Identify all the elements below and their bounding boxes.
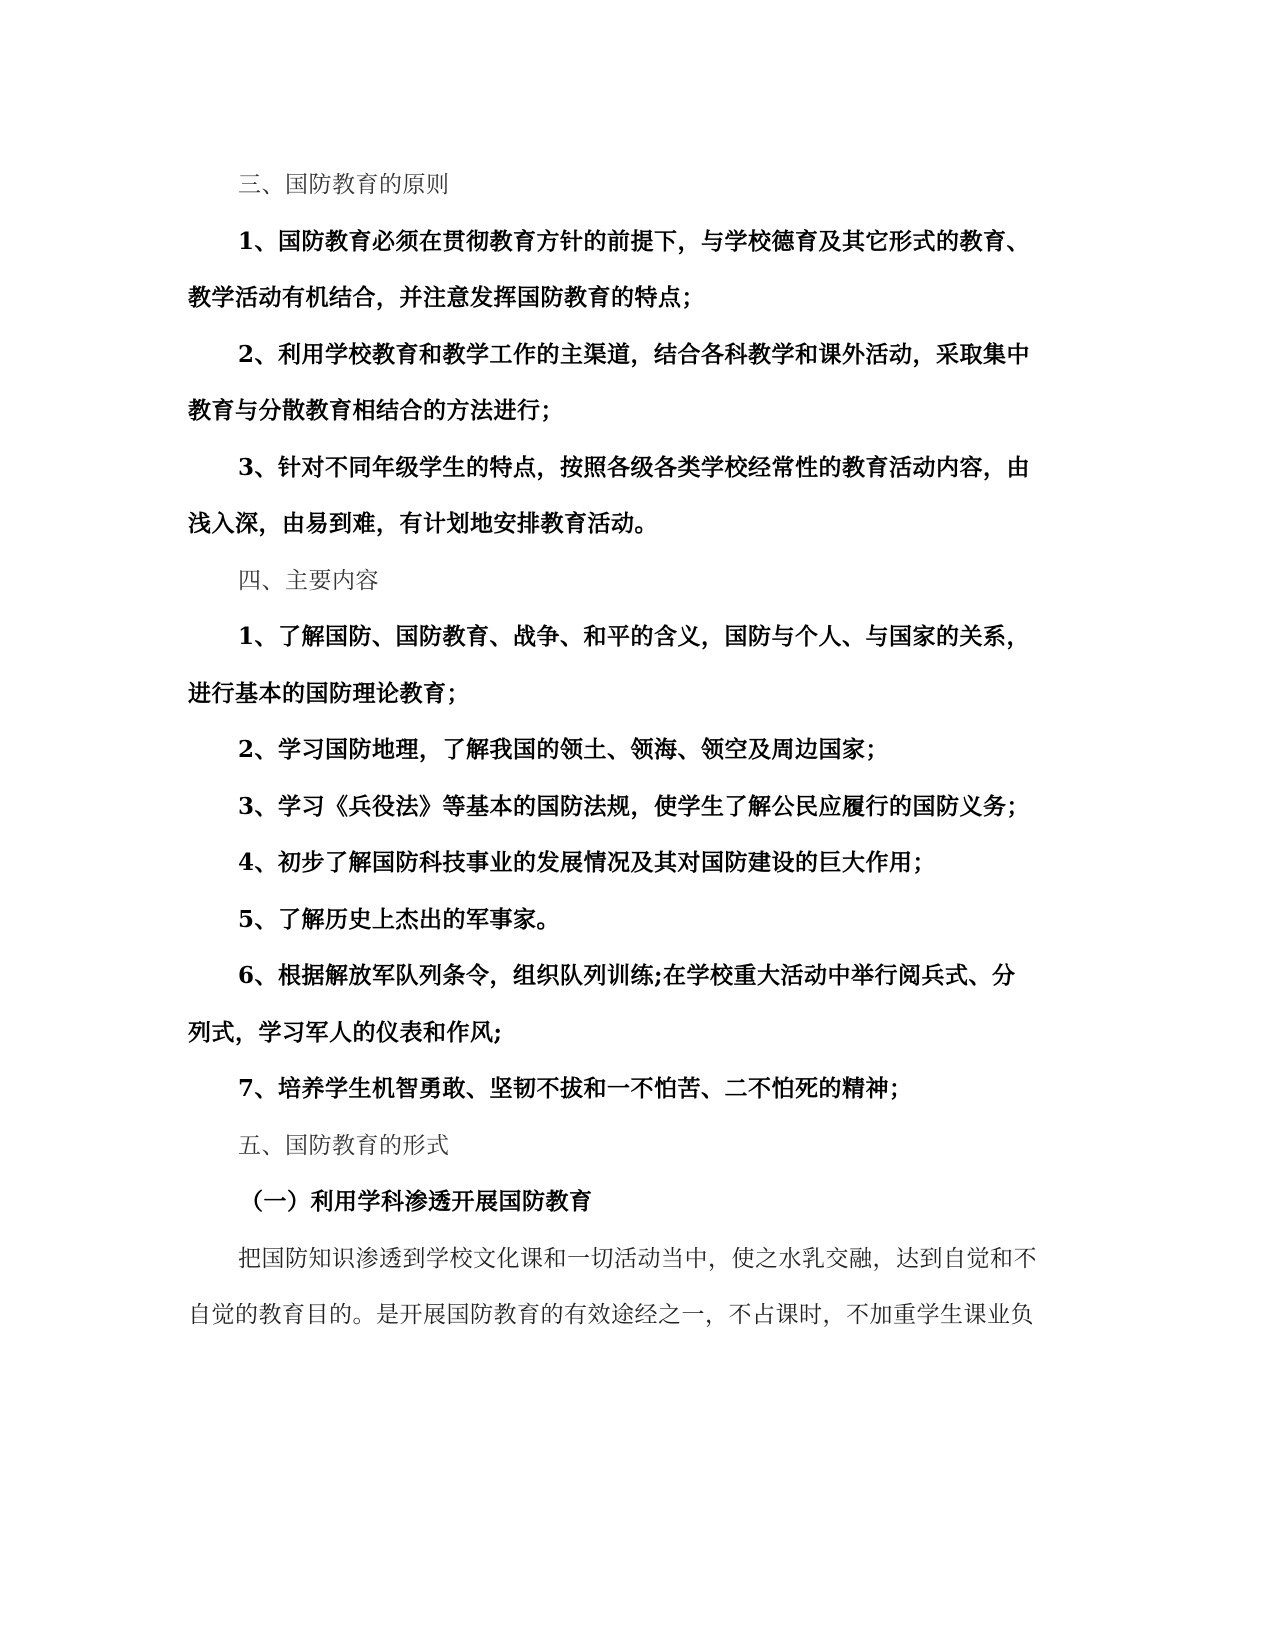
paragraph-line: 列式，学习军人的仪表和作风; [188,1019,503,1046]
paragraph-line: 3、学习《兵役法》等基本的国防法规，使学生了解公民应履行的国防义务； [238,793,1031,820]
paragraph-line: 教育与分散教育相结合的方法进行； [188,397,564,424]
section-heading-forms: 五、国防教育的形式 [238,1133,450,1159]
subsection-heading: （一）利用学科渗透开展国防教育 [240,1188,593,1215]
paragraph-line: 5、了解历史上杰出的军事家。 [238,906,561,933]
paragraph-line: 2、学习国防地理，了解我国的领土、领海、领空及周边国家； [238,736,890,763]
paragraph-line: 教学活动有机结合，并注意发挥国防教育的特点； [188,284,705,311]
paragraph-line: 1、国防教育必须在贯彻教育方针的前提下，与学校德育及其它形式的教育、 [238,228,1031,255]
section-heading-main-content: 四、主要内容 [238,568,379,594]
paragraph-line: 7、培养学生机智勇敢、坚韧不拔和一不怕苦、二不怕死的精神； [238,1075,913,1102]
paragraph-line: 1、了解国防、国防教育、战争、和平的含义，国防与个人、与国家的关系， [238,623,1031,650]
paragraph-line: 浅入深，由易到难，有计划地安排教育活动。 [188,510,658,537]
paragraph-line: 4、初步了解国防科技事业的发展情况及其对国防建设的巨大作用； [238,849,937,876]
paragraph-line: 2、利用学校教育和教学工作的主渠道，结合各科教学和课外活动，采取集中 [238,341,1031,368]
paragraph-line: 6、根据解放军队列条令，组织队列训练;在学校重大活动中举行阅兵式、分 [238,962,1016,989]
paragraph-line: 把国防知识渗透到学校文化课和一切活动当中，使之水乳交融，达到自觉和不 [238,1246,1037,1272]
paragraph-line: 进行基本的国防理论教育； [188,680,470,707]
paragraph-line: 自觉的教育目的。是开展国防教育的有效途经之一，不占课时，不加重学生课业负 [188,1302,1034,1328]
paragraph-line: 3、针对不同年级学生的特点，按照各级各类学校经常性的教育活动内容，由 [238,454,1031,481]
section-heading-principles: 三、国防教育的原则 [238,172,450,198]
